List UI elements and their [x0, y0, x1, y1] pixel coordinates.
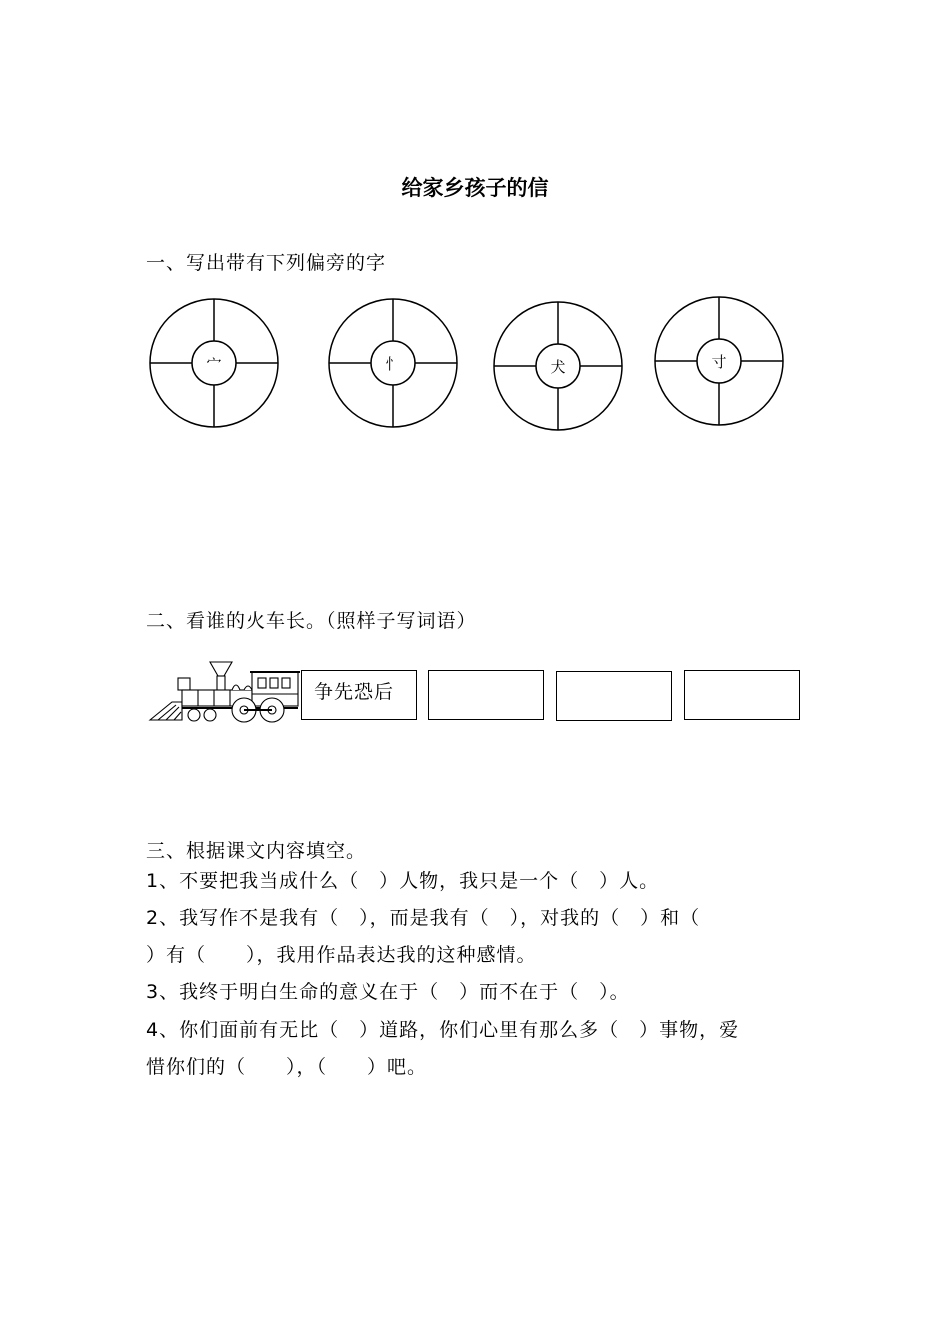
radical-wheel-1 [148, 297, 280, 429]
word-box-4[interactable] [684, 670, 800, 720]
section2-heading: 二、看谁的火车长。（照样子写词语） [146, 610, 477, 632]
word-box-3[interactable] [556, 671, 672, 721]
word-box-2[interactable] [428, 670, 544, 720]
example-word-box: 争先恐后 [301, 670, 417, 720]
radical-4: 寸 [711, 353, 727, 371]
radical-wheel-4 [653, 295, 785, 427]
section1-heading: 一、写出带有下列偏旁的字 [146, 252, 387, 274]
fill-line-4: 3、我终于明白生命的意义在于（ ）而不在于（ ）。 [146, 981, 630, 1003]
radical-wheel-2 [327, 297, 459, 429]
fill-line-3: ）有（ ），我用作品表达我的这种感情。 [146, 944, 537, 966]
page-title: 给家乡孩子的信 [401, 176, 549, 200]
fill-line-1: 1、不要把我当成什么（ ）人物，我只是一个（ ）人。 [146, 870, 660, 892]
fill-line-2: 2、我写作不是我有（ ），而是我有（ ），对我的（ ）和（ [146, 907, 701, 929]
fill-line-5: 4、你们面前有无比（ ）道路，你们心里有那么多（ ）事物，爱 [146, 1019, 740, 1041]
radical-1: 宀 [206, 355, 222, 373]
radical-wheel-3 [492, 300, 624, 432]
radical-3: 犬 [550, 358, 566, 376]
radical-2: 忄 [385, 355, 401, 373]
fill-line-6: 惜你们的（ ），（ ）吧。 [146, 1056, 428, 1078]
locomotive-icon [148, 660, 300, 724]
section3-heading: 三、根据课文内容填空。 [146, 840, 367, 862]
